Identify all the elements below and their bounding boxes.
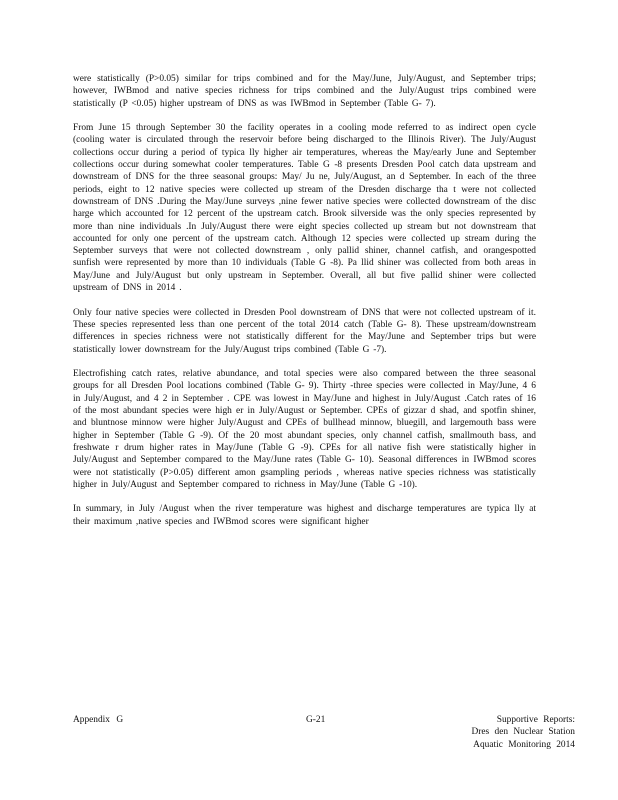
page-number: G-21 [306, 715, 326, 725]
footer-report-info [471, 714, 575, 751]
paragraph-3: Only four native species were collected in Dresden Pool downstream of DNS that were not collected upstream of it. These species represented less than one percent of the total 2014 catch (Table G- 8). These upstream/downstream differences in species richness were not statistically different for the May/June and September trips but were statistically lower downstream for the July/August trips combined (Table G -7). [73, 307, 536, 355]
paragraph-2: From June 15 through September 30 the facility operates in a cooling mode referred to as indirect open cycle (cooling water is circulated through the reservoir before being discharged to the Illinois River). The July/August collections occur during a period of typica lly higher air temperatures, whereas the May/early June and September collections occur during somewhat cooler temperatures. Table G -8 presents Dresden Pool catch data upstream and downstream of DNS for the three seasonal groups: May/ Ju ne, July/August, an d September. In each of the three periods, eight to 12 native species were collected up stream of the Dresden discharge tha t were not collected downstream of DNS .During the May/June surveys ,nine fewer native species were collected downstream of the disc harge which accounted for 12 percent of the upstream catch. Brook silverside was the only species represented by more than nine individuals .In July/August there were eight species collected up stream but not downstream that accounted for only one percent of the upstream catch. Although 12 species were collected up stream during the September surveys that were not collected downstream , only pallid shiner, channel catfish, and orangespotted sunfish were represented by more than 10 individuals (Table G -8). Pa llid shiner was collected from both areas in May/June and July/August but only upstream in September. Overall, all but five pallid shiner were collected upstream of DNS in 2014 . [73, 123, 536, 294]
footer-report-line-2: Dres den Nuclear Station [471, 727, 575, 738]
footer-appendix-label: Appendix G [73, 715, 124, 725]
body-text [73, 73, 536, 528]
footer-report-line-3: Aquatic Monitoring 2014 [473, 739, 575, 750]
paragraph-4: Electrofishing catch rates, relative abundance, and total species were also compared between the three seasonal groups for all Dresden Pool locations combined (Table G- 9). Thirty -three species were collected in May/June, 4 6 in July/August, and 4 2 in September . CPE was lowest in May/June and highest in July/August .Catch rates of 16 of the most abundant species were high er in July/August or September. CPEs of gizzar d shad, and spotfin shiner, and bluntnose minnow were higher July/August and CPEs of bullhead minnow, bluegill, and largemouth bass were higher in September (Table G -9). Of the 20 most abundant species, only channel catfish, smallmouth bass, and freshwate r drum higher rates in May/June (Table G -9). CPEs for all native fish were statistically higher in July/August and September compared to the May/June rates (Table G- 10). Seasonal differences in IWBmod scores were not statistically (P>0.05) different amon gsampling periods , whereas native species richness was statistically higher in July/August and September compared to richness in May/June (Table G -10). [73, 369, 536, 490]
paragraph-1: were statistically (P>0.05) similar for trips combined and for the May/June, July/August, and September trips; however, IWBmod and native species richness for trips combined and the July/August trips combined were statistically (P <0.05) higher upstream of DNS as was IWBmod in September (Table G- 7). [73, 74, 536, 109]
footer-report-line-1: Supportive Reports: [496, 715, 575, 725]
paragraph-5: In summary, in July /August when the river temperature was highest and discharge temperatures are typica lly at their maximum ,native species and IWBmod scores were significant higher [73, 504, 536, 527]
